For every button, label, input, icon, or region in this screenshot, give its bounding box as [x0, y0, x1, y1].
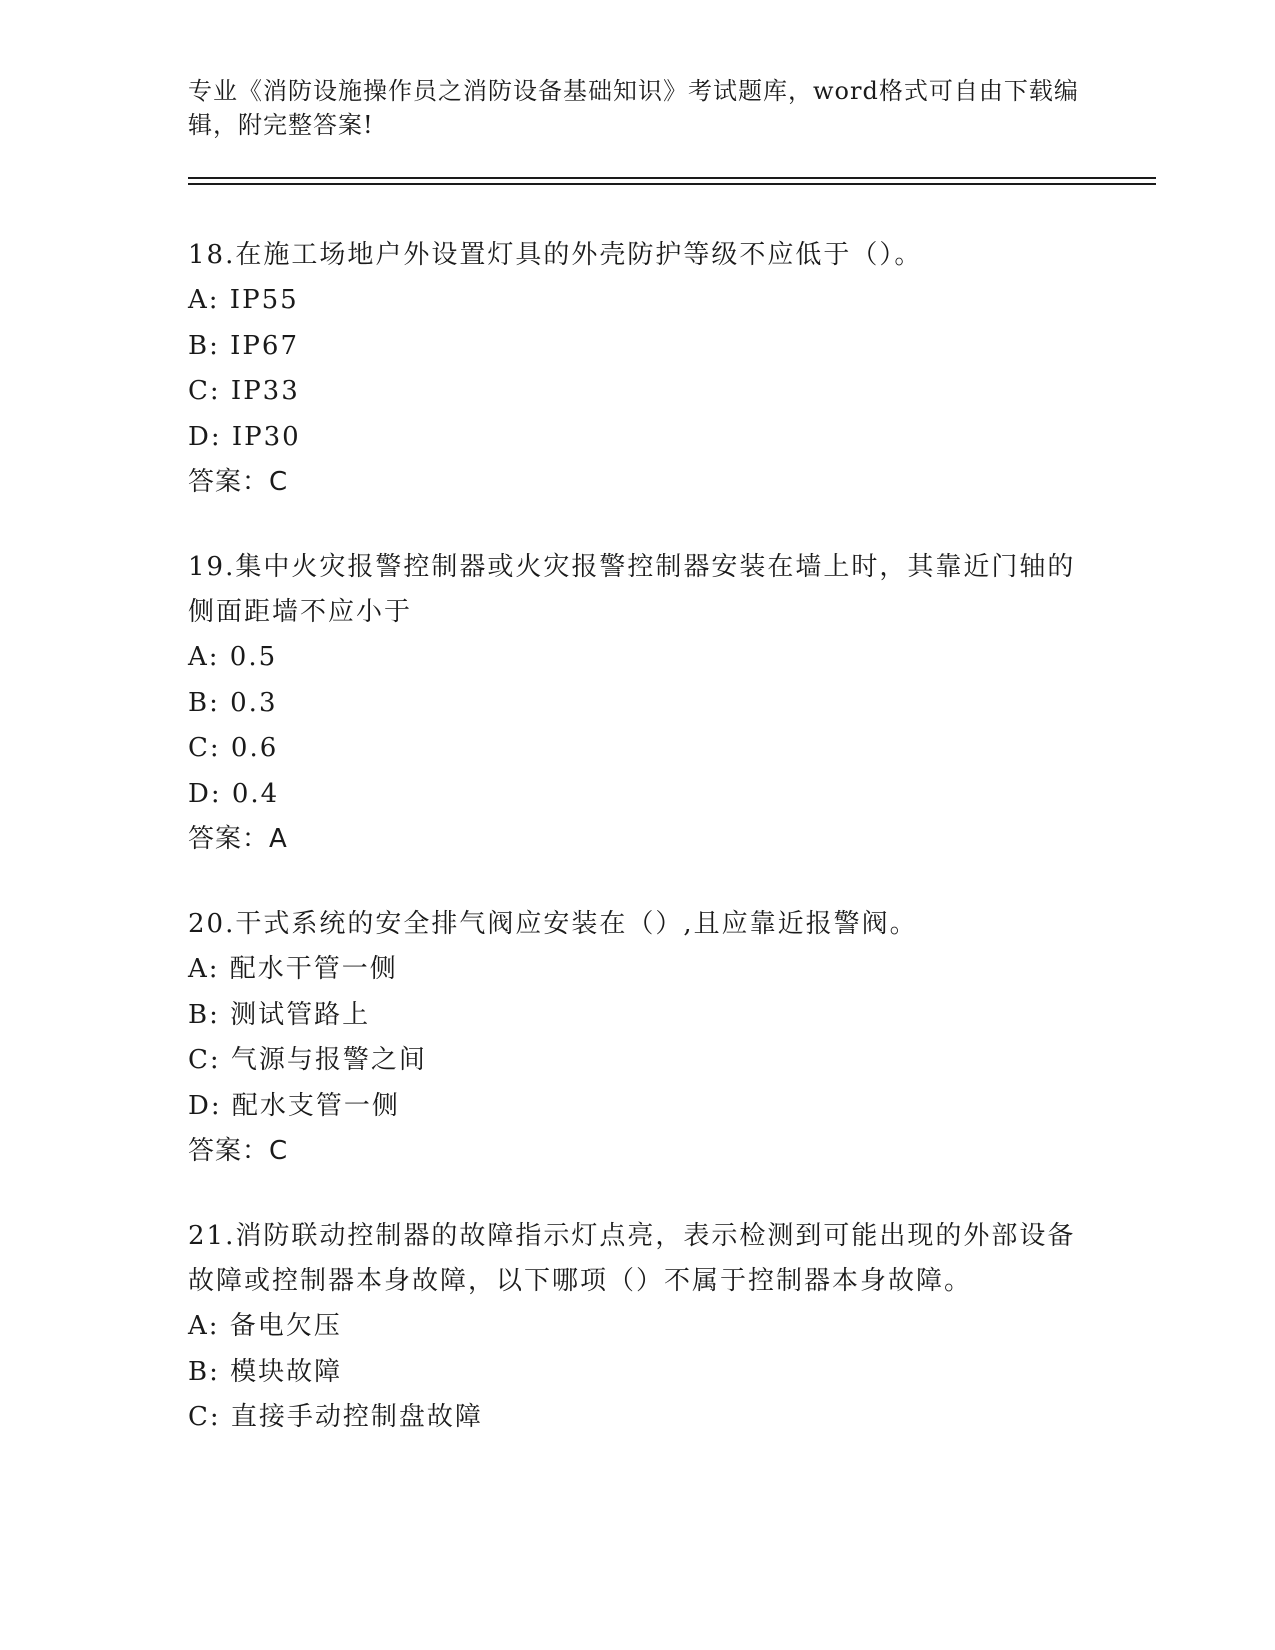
question-19	[188, 545, 1088, 862]
answer-line: 答案：C	[188, 1136, 289, 1166]
option-c: C: 气源与报警之间	[188, 1045, 427, 1075]
answer-line: 答案：A	[188, 824, 288, 854]
question-stem: 20.干式系统的安全排气阀应安装在（）,且应靠近报警阀。	[188, 909, 918, 939]
option-d: D: 配水支管一侧	[188, 1090, 400, 1121]
option-b: B: IP67	[188, 330, 299, 361]
document-header: 专业《消防设施操作员之消防设备基础知识》考试题库，word格式可自由下载编 辑，附完整答案!	[188, 77, 1079, 139]
option-a: A: 备电欠压	[188, 1311, 342, 1341]
option-d: D: IP30	[188, 421, 301, 452]
question-20	[188, 902, 1088, 1174]
question-stem: 19.集中火灾报警控制器或火灾报警控制器安装在墙上时，其靠近门轴的侧面距墙不应小于	[188, 552, 1076, 627]
option-a: A: IP55	[188, 285, 299, 315]
option-b: B: 模块故障	[188, 1356, 343, 1387]
option-a: A: 配水干管一侧	[188, 954, 398, 984]
option-d: D: 0.4	[188, 778, 280, 809]
header-rule-top	[188, 177, 1156, 179]
question-stem: 18.在施工场地户外设置灯具的外壳防护等级不应低于（）。	[188, 240, 923, 270]
question-list	[188, 233, 1088, 1481]
option-c: C: IP33	[188, 376, 300, 406]
option-a: A: 0.5	[188, 642, 278, 672]
option-c: C: 0.6	[188, 733, 279, 763]
question-18	[188, 233, 1088, 505]
option-b: B: 测试管路上	[188, 999, 371, 1030]
answer-line: 答案：C	[188, 467, 289, 497]
option-b: B: 0.3	[188, 687, 278, 718]
question-21	[188, 1214, 1088, 1441]
question-stem: 21.消防联动控制器的故障指示灯点亮，表示检测到可能出现的外部设备故障或控制器本身故障，以下哪项（）不属于控制器本身故障。	[188, 1221, 1076, 1296]
header-rule-bottom	[188, 183, 1156, 185]
option-c: C: 直接手动控制盘故障	[188, 1402, 483, 1432]
